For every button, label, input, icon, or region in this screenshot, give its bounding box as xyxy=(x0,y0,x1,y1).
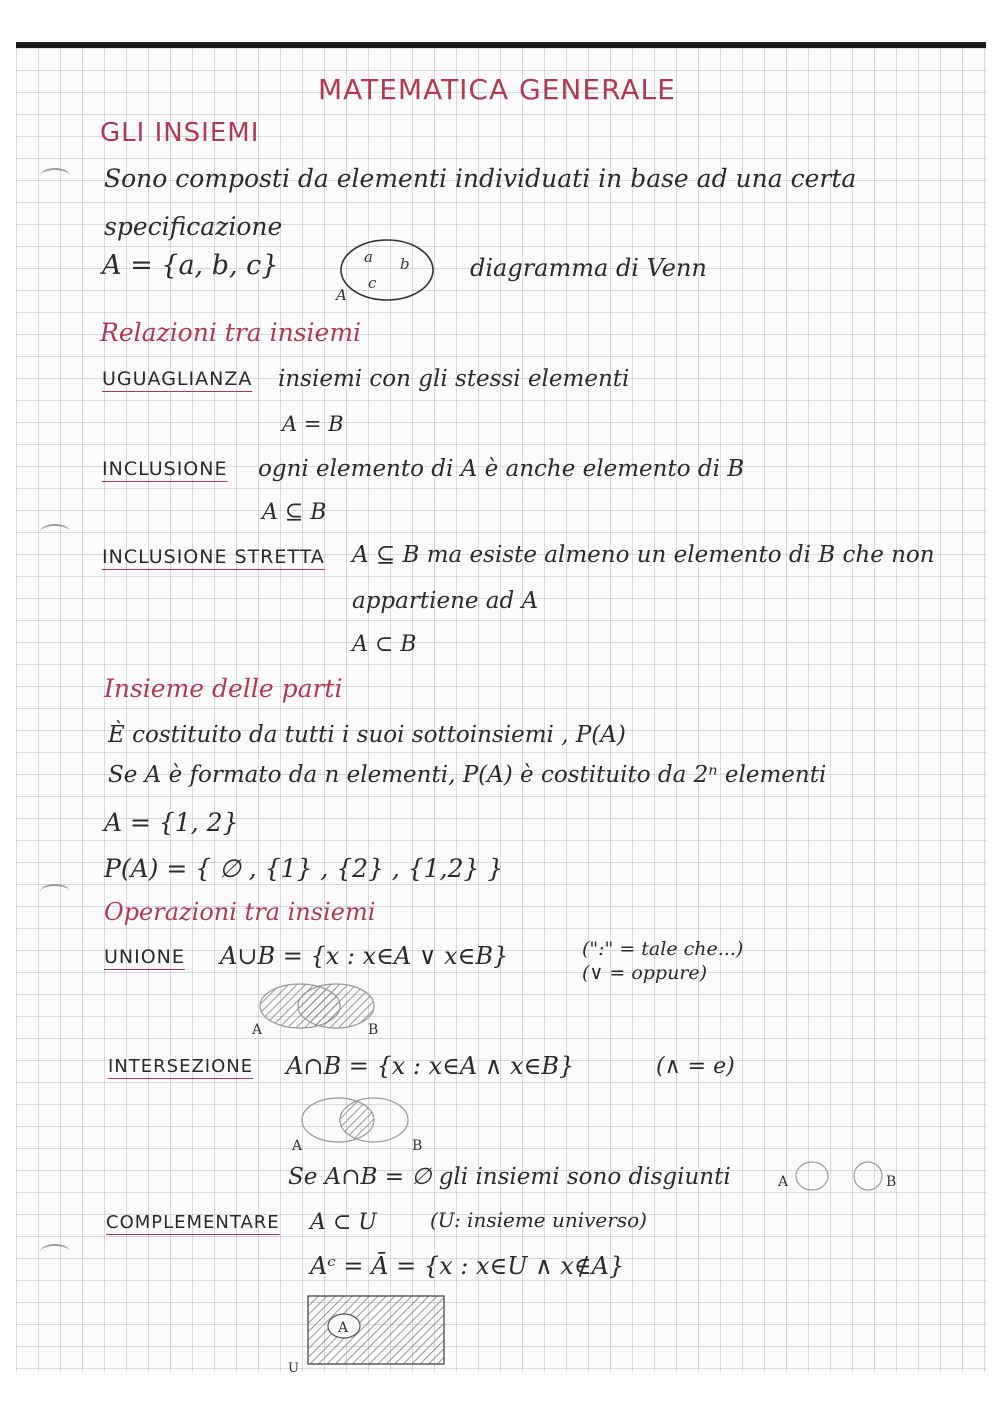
equality-desc: insiemi con gli stessi elementi xyxy=(278,366,630,392)
complement-label-u: U xyxy=(288,1361,299,1376)
disjoint-label-a: A xyxy=(778,1174,789,1190)
strict-inclusion-formula: A ⊂ B xyxy=(352,632,417,657)
complement-formula-2: Aᶜ = Ā = {x : x∈U ∧ x∉A} xyxy=(310,1252,625,1280)
complement-note: (U: insieme universo) xyxy=(430,1208,647,1232)
relations-heading: Relazioni tra insiemi xyxy=(100,318,362,347)
power-set-example: P(A) = { ∅ , {1} , {2} , {1,2} } xyxy=(104,854,504,883)
complement-diagram xyxy=(286,1294,452,1374)
disjoint-circle-b xyxy=(854,1162,882,1190)
union-venn-diagram xyxy=(250,980,390,1036)
section-title: GLI INSIEMI xyxy=(100,118,260,148)
union-term: UNIONE xyxy=(104,946,185,968)
complement-label-a: A xyxy=(338,1320,349,1336)
disjoint-diagram xyxy=(776,1158,906,1194)
intersection-term: INTERSEZIONE xyxy=(108,1056,254,1077)
complement-term: COMPLEMENTARE xyxy=(106,1212,280,1233)
power-set-heading: Insieme delle parti xyxy=(104,674,343,703)
disjoint-text: Se A∩B = ∅ gli insiemi sono disgiunti xyxy=(288,1164,731,1190)
union-formula: A∪B = {x : x∈A ∨ x∈B} xyxy=(220,942,509,970)
union-note-2: (∨ = oppure) xyxy=(582,962,708,984)
operations-heading: Operazioni tra insiemi xyxy=(104,898,376,926)
strict-inclusion-desc-2: appartiene ad A xyxy=(352,588,539,614)
binder-hole xyxy=(40,168,70,184)
binder-hole xyxy=(40,1244,70,1260)
union-circle-b xyxy=(298,984,374,1028)
power-set-line-1: È costituito da tutti i suoi sottoinsiemi , P(A) xyxy=(108,722,626,748)
intersection-label-b: B xyxy=(412,1138,423,1154)
union-label-a: A xyxy=(252,1022,263,1038)
power-set-line-2: Se A è formato da n elementi, P(A) è costituito da 2ⁿ elementi xyxy=(108,762,827,788)
intersection-label-a: A xyxy=(292,1138,303,1154)
intersection-venn-diagram xyxy=(288,1094,428,1154)
power-set-example-set: A = {1, 2} xyxy=(104,808,239,837)
venn-caption: diagramma di Venn xyxy=(470,254,707,282)
page-title: MATEMATICA GENERALE xyxy=(318,73,676,106)
equality-formula: A = B xyxy=(282,412,344,436)
venn-set-label: A xyxy=(336,286,347,304)
inclusion-term: INCLUSIONE xyxy=(102,458,228,480)
inclusion-formula: A ⊆ B xyxy=(262,500,327,525)
intersection-formula: A∩B = {x : x∈A ∧ x∈B} xyxy=(286,1052,575,1080)
intro-line-2: specificazione xyxy=(104,212,283,241)
union-note-1: (":" = tale che...) xyxy=(582,938,744,960)
union-label-b: B xyxy=(368,1022,379,1038)
venn-element: a xyxy=(364,248,373,266)
venn-element: b xyxy=(400,255,410,273)
venn-diagram-a xyxy=(330,236,440,306)
venn-element: c xyxy=(368,274,377,292)
disjoint-circle-a xyxy=(796,1162,828,1190)
strict-inclusion-desc-1: A ⊆ B ma esiste almeno un elemento di B che non xyxy=(352,542,935,568)
set-definition: A = {a, b, c} xyxy=(102,250,279,281)
disjoint-label-b: B xyxy=(886,1174,897,1190)
equality-term: UGUAGLIANZA xyxy=(102,368,253,390)
venn-ellipse xyxy=(341,240,433,300)
inclusion-desc: ogni elemento di A è anche elemento di B xyxy=(258,456,745,482)
strict-inclusion-term: INCLUSIONE STRETTA xyxy=(102,546,325,568)
complement-formula-1: A ⊂ U xyxy=(310,1210,377,1235)
intersection-note: (∧ = e) xyxy=(656,1054,735,1079)
intro-line-1: Sono composti da elementi individuati in base ad una certa xyxy=(104,164,857,193)
binder-hole xyxy=(40,524,70,540)
binder-hole xyxy=(40,884,70,900)
